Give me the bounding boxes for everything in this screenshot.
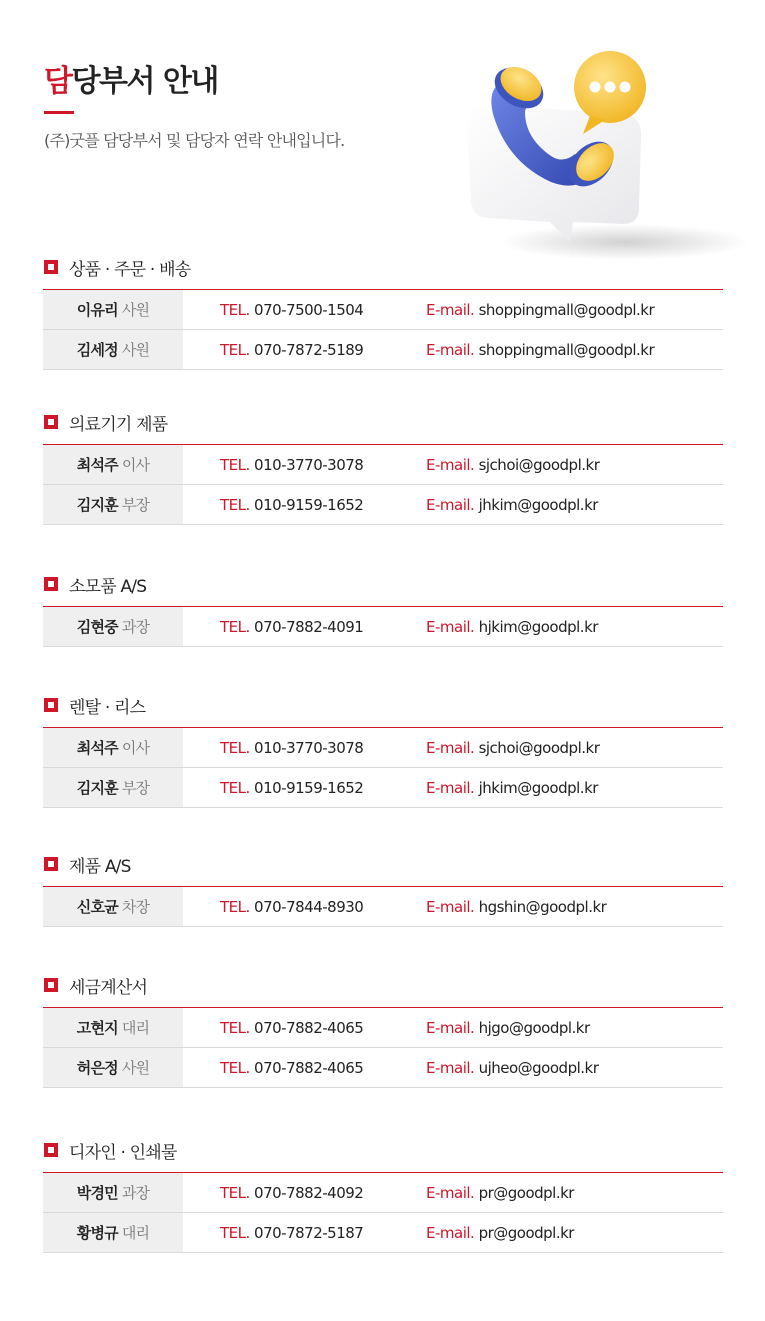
contact-rank: 사원 bbox=[121, 301, 150, 319]
contact-row bbox=[43, 607, 723, 647]
contact-tel bbox=[220, 496, 426, 514]
phone-chat-bubble-icon bbox=[455, 42, 755, 272]
contact-row bbox=[43, 1213, 723, 1253]
contact-tel bbox=[220, 456, 426, 474]
email-label: E-mail. bbox=[426, 897, 475, 916]
contact-row bbox=[43, 728, 723, 768]
tel-number[interactable]: 070-7882-4065 bbox=[254, 1018, 364, 1037]
email-label: E-mail. bbox=[426, 340, 475, 359]
section-medical-devices bbox=[43, 400, 723, 525]
contact-table bbox=[43, 1172, 723, 1253]
contact-email bbox=[426, 1184, 574, 1202]
tel-label: TEL. bbox=[220, 738, 250, 757]
page-title-accent: 담 bbox=[44, 64, 72, 99]
contact-rank: 부장 bbox=[121, 779, 150, 797]
page-title-rest: 당부서 안내 bbox=[71, 64, 218, 99]
contact-email bbox=[426, 898, 606, 916]
title-underline bbox=[44, 111, 74, 114]
contact-rank: 과장 bbox=[121, 618, 150, 636]
name-cell bbox=[43, 887, 183, 926]
section-header bbox=[43, 683, 723, 727]
contact-email bbox=[426, 341, 654, 359]
contact-email bbox=[426, 779, 598, 797]
contact-rank: 차장 bbox=[121, 898, 150, 916]
contact-row bbox=[43, 1008, 723, 1048]
email-label: E-mail. bbox=[426, 1058, 475, 1077]
contact-table bbox=[43, 727, 723, 808]
contact-tel bbox=[220, 1224, 426, 1242]
contact-email bbox=[426, 1059, 598, 1077]
contact-email bbox=[426, 456, 599, 474]
contact-email bbox=[426, 618, 598, 636]
contact-tel bbox=[220, 1059, 426, 1077]
name-cell bbox=[43, 607, 183, 646]
contact-row bbox=[43, 1173, 723, 1213]
tel-number[interactable]: 010-9159-1652 bbox=[254, 778, 364, 797]
section-title: 의료기기 제품 bbox=[69, 414, 168, 435]
tel-label: TEL. bbox=[220, 495, 250, 514]
section-header bbox=[43, 1128, 723, 1172]
tel-number[interactable]: 010-3770-3078 bbox=[254, 738, 364, 757]
tel-number[interactable]: 070-7882-4091 bbox=[254, 617, 364, 636]
contact-email bbox=[426, 496, 598, 514]
contact-tel bbox=[220, 341, 426, 359]
section-bullet-icon bbox=[44, 698, 58, 712]
name-cell bbox=[43, 1173, 183, 1212]
name-cell bbox=[43, 330, 183, 369]
page-title bbox=[44, 62, 464, 102]
contact-tel bbox=[220, 898, 426, 916]
contact-tel bbox=[220, 779, 426, 797]
name-cell bbox=[43, 1048, 183, 1087]
section-design-print bbox=[43, 1128, 723, 1253]
contact-rank: 대리 bbox=[121, 1019, 150, 1037]
contact-name: 신호균 bbox=[76, 898, 118, 916]
contact-rank: 대리 bbox=[121, 1224, 150, 1242]
contact-name: 최석주 bbox=[76, 739, 118, 757]
contact-tel bbox=[220, 1019, 426, 1037]
tel-label: TEL. bbox=[220, 1183, 250, 1202]
contact-row bbox=[43, 290, 723, 330]
section-title: 상품 · 주문 · 배송 bbox=[69, 259, 191, 280]
email-label: E-mail. bbox=[426, 778, 475, 797]
section-bullet-icon bbox=[44, 978, 58, 992]
email-label: E-mail. bbox=[426, 617, 475, 636]
contact-name: 김현중 bbox=[76, 618, 118, 636]
tel-number[interactable]: 070-7882-4092 bbox=[254, 1183, 364, 1202]
page-header bbox=[44, 62, 464, 151]
tel-label: TEL. bbox=[220, 897, 250, 916]
section-header bbox=[43, 562, 723, 606]
section-product-order-delivery bbox=[43, 245, 723, 370]
section-title: 세금계산서 bbox=[69, 977, 148, 998]
tel-label: TEL. bbox=[220, 1058, 250, 1077]
contact-name: 김세정 bbox=[76, 341, 118, 359]
contact-row bbox=[43, 330, 723, 370]
contact-rank: 이사 bbox=[121, 456, 150, 474]
name-cell bbox=[43, 1213, 183, 1252]
contact-rank: 사원 bbox=[121, 1059, 150, 1077]
email-address[interactable]: shoppingmall@goodpl.kr bbox=[478, 300, 655, 319]
email-address[interactable]: ujheo@goodpl.kr bbox=[478, 1058, 599, 1077]
section-bullet-icon bbox=[44, 415, 58, 429]
contact-row bbox=[43, 768, 723, 808]
contact-tel bbox=[220, 301, 426, 319]
contact-row bbox=[43, 1048, 723, 1088]
email-label: E-mail. bbox=[426, 1183, 475, 1202]
email-address[interactable]: hjkim@goodpl.kr bbox=[478, 617, 598, 636]
contact-rank: 과장 bbox=[121, 1184, 150, 1202]
contact-table bbox=[43, 444, 723, 525]
contact-email bbox=[426, 739, 599, 757]
contact-rank: 사원 bbox=[121, 341, 150, 359]
section-header bbox=[43, 842, 723, 886]
section-bullet-icon bbox=[44, 260, 58, 274]
section-title: 렌탈 · 리스 bbox=[69, 697, 146, 718]
tel-label: TEL. bbox=[220, 340, 250, 359]
section-title: 디자인 · 인쇄물 bbox=[69, 1142, 177, 1163]
tel-label: TEL. bbox=[220, 1223, 250, 1242]
section-bullet-icon bbox=[44, 577, 58, 591]
tel-label: TEL. bbox=[220, 300, 250, 319]
email-address[interactable]: pr@goodpl.kr bbox=[478, 1183, 574, 1202]
tel-number[interactable]: 070-7872-5187 bbox=[254, 1223, 364, 1242]
tel-number[interactable]: 070-7844-8930 bbox=[254, 897, 364, 916]
name-cell bbox=[43, 445, 183, 484]
contact-row bbox=[43, 887, 723, 927]
contact-tel bbox=[220, 1184, 426, 1202]
tel-number[interactable]: 070-7872-5189 bbox=[254, 340, 364, 359]
tel-number[interactable]: 010-9159-1652 bbox=[254, 495, 364, 514]
contact-row bbox=[43, 445, 723, 485]
contact-tel bbox=[220, 618, 426, 636]
section-product-as bbox=[43, 842, 723, 927]
name-cell bbox=[43, 768, 183, 807]
section-title: 제품 A/S bbox=[69, 856, 131, 877]
section-rental-lease bbox=[43, 683, 723, 808]
contact-table bbox=[43, 289, 723, 370]
contact-name: 고현지 bbox=[76, 1019, 118, 1037]
contact-table bbox=[43, 606, 723, 647]
contact-email bbox=[426, 1019, 590, 1037]
section-consumables-as bbox=[43, 562, 723, 647]
section-header bbox=[43, 400, 723, 444]
contact-name: 최석주 bbox=[76, 456, 118, 474]
email-address[interactable]: sjchoi@goodpl.kr bbox=[478, 738, 600, 757]
name-cell bbox=[43, 485, 183, 524]
email-label: E-mail. bbox=[426, 495, 475, 514]
contact-table bbox=[43, 1007, 723, 1088]
tel-label: TEL. bbox=[220, 1018, 250, 1037]
email-address[interactable]: jhkim@goodpl.kr bbox=[478, 778, 598, 797]
email-address[interactable]: shoppingmall@goodpl.kr bbox=[478, 340, 655, 359]
contact-name: 황병규 bbox=[76, 1224, 118, 1242]
section-title: 소모품 A/S bbox=[69, 576, 147, 597]
email-address[interactable]: hgshin@goodpl.kr bbox=[478, 897, 607, 916]
name-cell bbox=[43, 728, 183, 767]
tel-label: TEL. bbox=[220, 455, 250, 474]
email-label: E-mail. bbox=[426, 1018, 475, 1037]
tel-number[interactable]: 010-3770-3078 bbox=[254, 455, 364, 474]
section-bullet-icon bbox=[44, 1143, 58, 1157]
name-cell bbox=[43, 1008, 183, 1047]
name-cell bbox=[43, 290, 183, 329]
tel-number[interactable]: 070-7882-4065 bbox=[254, 1058, 364, 1077]
email-label: E-mail. bbox=[426, 300, 475, 319]
section-tax-invoice bbox=[43, 963, 723, 1088]
page-subtitle: (주)굿플 담당부서 및 담당자 연락 안내입니다. bbox=[44, 131, 345, 150]
email-address[interactable]: jhkim@goodpl.kr bbox=[478, 495, 598, 514]
contact-table bbox=[43, 886, 723, 927]
contact-rank: 이사 bbox=[121, 739, 150, 757]
tel-number[interactable]: 070-7500-1504 bbox=[254, 300, 364, 319]
contact-row bbox=[43, 485, 723, 525]
contact-tel bbox=[220, 739, 426, 757]
email-address[interactable]: hjgo@goodpl.kr bbox=[478, 1018, 590, 1037]
contact-email bbox=[426, 301, 654, 319]
contact-name: 허은정 bbox=[76, 1059, 118, 1077]
email-label: E-mail. bbox=[426, 455, 475, 474]
section-bullet-icon bbox=[44, 857, 58, 871]
tel-label: TEL. bbox=[220, 617, 250, 636]
contact-name: 김지훈 bbox=[76, 779, 118, 797]
email-label: E-mail. bbox=[426, 738, 475, 757]
email-address[interactable]: sjchoi@goodpl.kr bbox=[478, 455, 600, 474]
contact-name: 박경민 bbox=[76, 1184, 118, 1202]
section-header bbox=[43, 963, 723, 1007]
email-address[interactable]: pr@goodpl.kr bbox=[478, 1223, 574, 1242]
email-label: E-mail. bbox=[426, 1223, 475, 1242]
contact-name: 김지훈 bbox=[76, 496, 118, 514]
contact-rank: 부장 bbox=[121, 496, 150, 514]
tel-label: TEL. bbox=[220, 778, 250, 797]
contact-email bbox=[426, 1224, 574, 1242]
contact-name: 이유리 bbox=[76, 301, 118, 319]
section-header bbox=[43, 245, 723, 289]
